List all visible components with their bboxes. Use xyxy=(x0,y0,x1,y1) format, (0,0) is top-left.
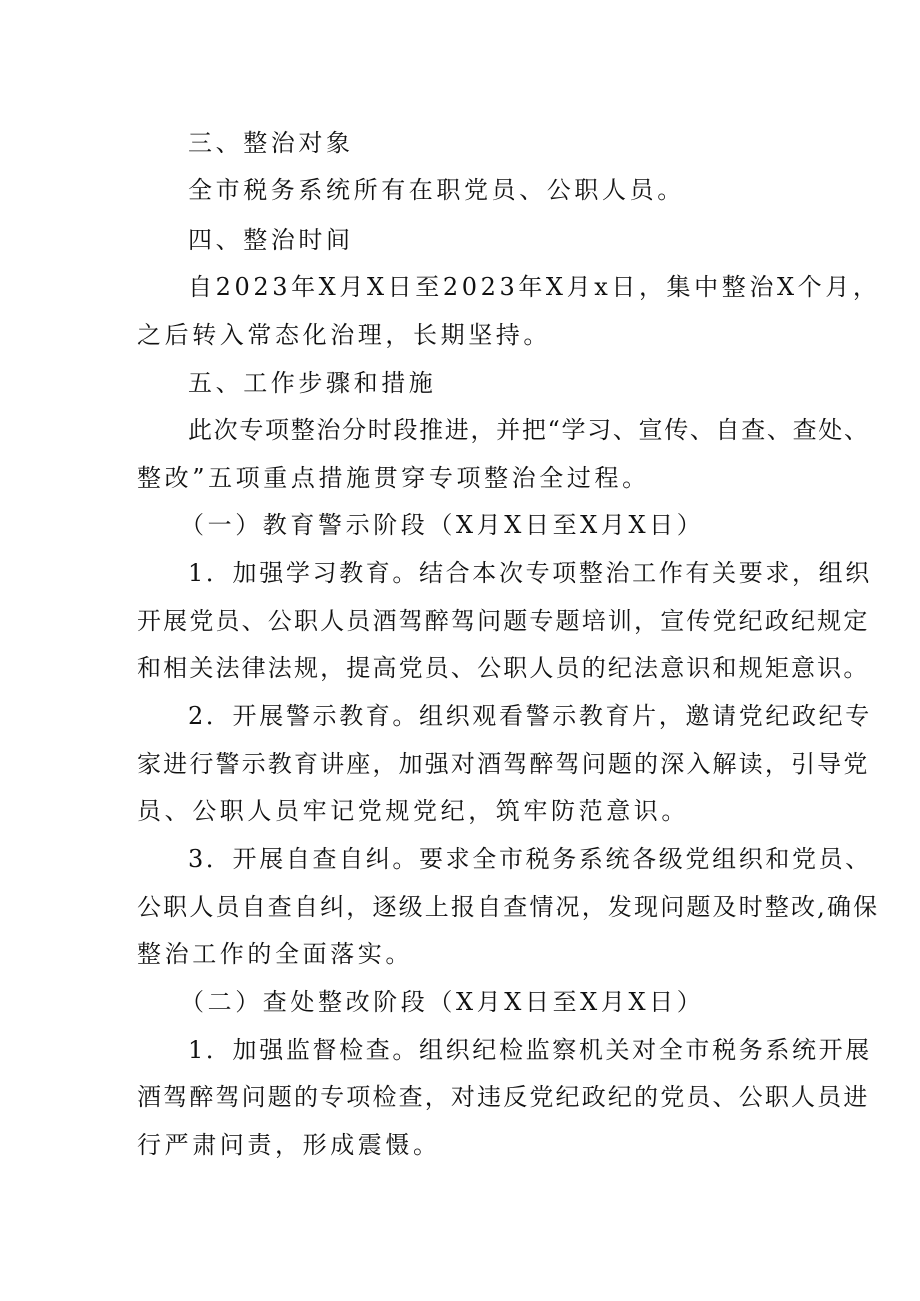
subheading-1: （一）教育警示阶段（X月X日至X月X日） xyxy=(180,511,705,539)
item-2-1-line-3: 行严肃问责，形成震慑。 xyxy=(137,1131,441,1159)
item-1-2-line-1: 2．开展警示教育。组织观看警示教育片，邀请党纪政纪专 xyxy=(188,702,872,730)
item-1-2-line-2: 家进行警示教育讲座，加强对酒驾醉驾问题的深入解读，引导党 xyxy=(137,750,870,778)
item-2-1-line-1: 1．加强监督检查。组织纪检监察机关对全市税务系统开展 xyxy=(188,1036,872,1064)
paragraph-4-line-2: 之后转入常态化治理，长期坚持。 xyxy=(137,321,551,349)
item-1-3-line-3: 整治工作的全面落实。 xyxy=(137,940,413,968)
section-heading-4: 四、整治时间 xyxy=(188,226,354,254)
subheading-2: （二）查处整改阶段（X月X日至X月X日） xyxy=(180,988,705,1016)
paragraph-5-line-1: 此次专项整治分时段推进，并把“学习、宣传、自查、查处、 xyxy=(188,416,870,444)
item-1-1-line-1: 1．加强学习教育。结合本次专项整治工作有关要求，组织 xyxy=(188,559,872,587)
paragraph-4-line-1: 自2023年X月X日至2023年X月x日，集中整治X个月， xyxy=(188,273,881,301)
item-1-1-line-2: 开展党员、公职人员酒驾醉驾问题专题培训，宣传党纪政纪规定 xyxy=(137,607,870,635)
paragraph-5-line-2: 整改”五项重点措施贯穿专项整治全过程。 xyxy=(137,464,650,492)
item-2-1-line-2: 酒驾醉驾问题的专项检查，对违反党纪政纪的党员、公职人员进 xyxy=(137,1083,870,1111)
section-heading-3: 三、整治对象 xyxy=(188,129,354,157)
section-heading-5: 五、工作步骤和措施 xyxy=(188,369,437,397)
paragraph-3: 全市税务系统所有在职党员、公职人员。 xyxy=(188,176,685,204)
item-1-3-line-2: 公职人员自查自纠，逐级上报自查情况，发现问题及时整改,确保 xyxy=(137,893,880,921)
item-1-3-line-1: 3．开展自查自纠。要求全市税务系统各级党组织和党员、 xyxy=(188,845,872,873)
item-1-2-line-3: 员、公职人员牢记党规党纪，筑牢防范意识。 xyxy=(137,797,689,825)
item-1-1-line-3: 和相关法律法规，提高党员、公职人员的纪法意识和规矩意识。 xyxy=(137,654,870,682)
